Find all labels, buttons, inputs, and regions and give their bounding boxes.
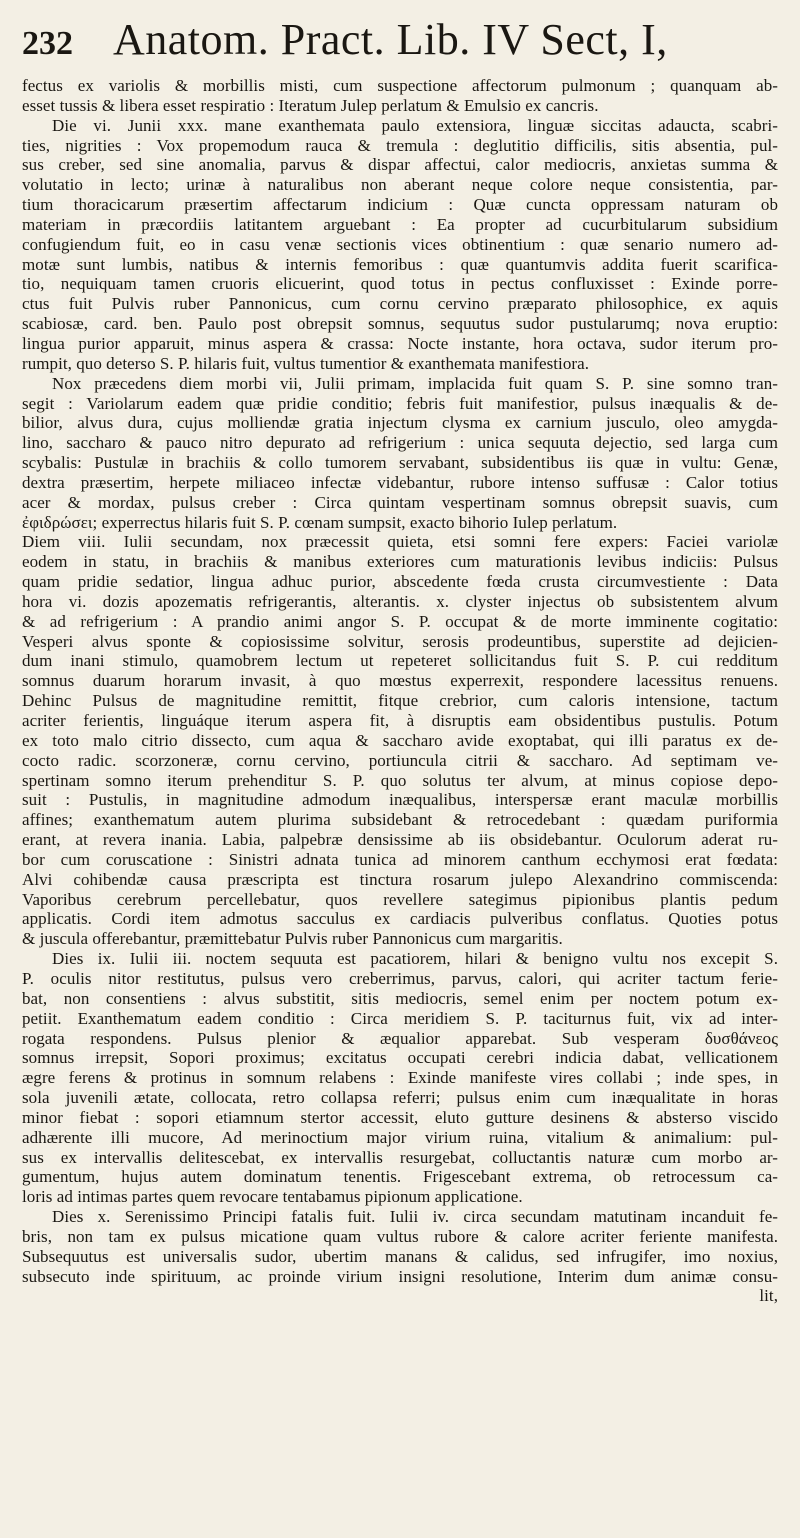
text-line: rogata respondens. Pulsus plenior & æqualior apparebat. Sub vesperam δυσθάνεος: [22, 1028, 778, 1048]
text-line: lino, saccharo & pauco nitro depurato ad refrigerium : unica sequuta dejectio, sed larga cum: [22, 433, 778, 453]
running-title: Anatom. Pract. Lib. IV Sect, I,: [113, 15, 668, 64]
text-line: ex toto malo citrio dissecto, cum aqua & saccharo avide exoptabat, qui illi paratus ex de-: [22, 730, 778, 750]
text-line: ἐφιδρώσει; experrectus hilaris fuit S. P. cœnam sumpsit, exacto bihorio Iulep perlatum.: [22, 512, 618, 532]
text-line: bris, non tam ex pulsus micatione quam vultus rubore & calore acriter feriente manifesta.: [22, 1226, 778, 1246]
text-line: Vesperi alvus sponte & copiosissime solvitur, serosis prodeuntibus, superstite ad dejicien-: [22, 631, 778, 651]
text-line: bor cum coruscatione : Sinistri adnata tunica ad minorem canthum ecchymosi erat fœdata:: [22, 849, 778, 869]
text-line: acer & mordax, pulsus creber : Circa quintam vespertinam somnus obrepsit suavis, cum: [22, 492, 778, 512]
text-line: tio, nequiquam tamen cruoris elicuerint, quod totus in pectus confluxisset : Exinde porre-: [22, 274, 778, 294]
text-line: loris ad intimas partes quem revocare tentabamus pipionum applicatione.: [22, 1187, 523, 1207]
text-line: sus ex intervallis delitescebat, ex intervallis resurgebat, colluctantis naturæ cum morbo ar-: [22, 1147, 778, 1167]
text-line: suit : Pustulis, in magnitudine admodum inæqualibus, interspersæ erant maculæ morbillis: [22, 790, 778, 810]
text-line: dum inani stimulo, quamobrem lectum ut repeteret sollicitandus fuit S. P. cui redditum: [22, 651, 778, 671]
text-line: & ad refrigerium : A prandio animi angor S. P. occupat & de morte imminente cogitatio:: [22, 611, 778, 631]
text-line: fectus ex variolis & morbillis misti, cum suspectione affectorum pulmonum ; quanquam ab-: [22, 76, 778, 95]
text-line: quam pridie sedatior, lingua adhuc purior, abscedente fœda crusta circumvestiente : Data: [22, 572, 778, 592]
text-line: sola juvenili ætate, collocata, retro collapsa referri; pulsus enim cum inæqualitate in horas: [22, 1088, 778, 1108]
text-line: somnus irrepsit, Sopori proximus; excitatus occupati cerebri indicia dabat, vellicationem: [22, 1048, 778, 1068]
body-text: [22, 76, 778, 1306]
text-line: Nox præcedens diem morbi vii, Julii primam, implacida fuit quam S. P. sine somno tran-: [52, 373, 778, 393]
text-line: rumpit, quo deterso S. P. hilaris fuit, vultus tumentior & exanthemata manifestiora.: [22, 353, 589, 373]
text-line: volutatio in lecto; urinæ à naturalibus non aberant neque colore neque consistentia, par-: [22, 175, 778, 195]
text-line: eodem in statu, in brachiis & manibus exteriores cum maturationis levibus indiciis: Pulsus: [22, 552, 778, 572]
text-line: adhærente illi mucore, Ad merinoctium major virium ruina, vitalium & animalium: pul-: [22, 1127, 778, 1147]
text-line: ægre ferens & protinus in somnum relabens : Exinde manifeste vires collabi ; inde spes, in: [22, 1068, 778, 1088]
text-line: subsecuto inde spirituum, ac proinde virium insigni resolutione, Interim dum animæ consu-: [22, 1266, 778, 1286]
text-line: petiit. Exanthematum eadem conditio : Circa meridiem S. P. taciturnus fuit, vix ad inter-: [22, 1008, 778, 1028]
text-line: motæ sunt lumbis, natibus & internis femoribus : quæ quantumvis addita fuerit scarifica-: [22, 254, 778, 274]
text-line: affines; exanthematum autem plurima subsidebant & retrocedebant : quædam puriformia: [22, 810, 778, 830]
text-line: scybalis: Pustulæ in brachiis & collo tumorem servabant, subsidentibus iis quæ in vultu: Genæ,: [22, 453, 778, 473]
text-line: P. oculis nitor restitutus, pulsus vero creberrimus, parvus, calori, qui acriter tactum ferie-: [22, 968, 778, 988]
text-line: minor fiebat : sopori etiamnum stertor accessit, eluto gutture desinens & absterso viscido: [22, 1107, 778, 1127]
text-line: segit : Variolarum eadem quæ pridie conditio; febris fuit manifestior, pulsus inæqualis & de-: [22, 393, 778, 413]
text-line: lingua purior apparuit, minus aspera & crassa: Nocte instante, hora octava, sudor iterum pro-: [22, 333, 778, 353]
text-line: materiam in præcordiis latitantem arguebant : Ea propter ad cucurbitularum subsidium: [22, 214, 778, 234]
text-line: sus creber, sed sine anomalia, parvus & dispar affectui, calor mediocris, anxietas summa &: [22, 155, 778, 175]
text-line: dextra præsertim, herpete miliaceo infectæ videbantur, rubore intenso suffusæ : Calor totius: [22, 472, 778, 492]
text-line: Subsequutus est universalis sudor, ubertim manans & calidus, sed infrugifer, imo noxius,: [22, 1246, 778, 1266]
text-line: Dehinc Pulsus de magnitudine remittit, fitque crebrior, cum caloris intensione, tactum: [22, 691, 778, 711]
text-line: cocto radic. scorzoneræ, cornu cervino, portiuncula citrii & saccharo. Ad septimam ve-: [22, 750, 778, 770]
text-line: scabiosæ, card. ben. Paulo post obrepsit somnus, sequutus sudor pustularumq; nova eruptio:: [22, 314, 778, 334]
page-number: 232: [22, 25, 73, 62]
text-line: ties, nigrities : Vox propemodum rauca & tremula : deglutitio difficilis, sitis absentia, pul-: [22, 135, 778, 155]
text-line: Dies ix. Iulii iii. noctem sequuta est pacatiorem, hilari & benigno vultu nos excepit S.: [52, 949, 778, 969]
text-line: esset tussis & libera esset respiratio : Iteratum Julep perlatum & Emulsio ex cancris.: [22, 95, 599, 115]
text-line: applicatis. Cordi item admotus sacculus ex cardiacis pulveribus conflatus. Quoties potus: [22, 909, 778, 929]
text-line: bilior, alvus dura, cujus molliendæ gratia injectum clysma ex carnium jusculo, oleo amygda-: [22, 413, 778, 433]
text-line: & juscula offerebantur, præmittebatur Pulvis ruber Pannonicus cum margaritis.: [22, 929, 563, 949]
text-line: bat, non consentiens : alvus substitit, sitis mediocris, semel enim per noctem potum ex-: [22, 988, 778, 1008]
text-line: Vaporibus cerebrum percellebatur, quos revellere sategimus pipionibus plantis pedum: [22, 889, 778, 909]
text-line: Dies x. Serenissimo Principi fatalis fuit. Iulii iv. circa secundam matutinam incanduit fe-: [52, 1207, 778, 1227]
text-line: gumentum, hujus autem dominatum tenentis. Frigescebant extrema, ob retrocessum ca-: [22, 1167, 778, 1187]
text-line: confugiendum fuit, eo in casu venæ sectionis vices obtinentium : quæ senario numero ad-: [22, 234, 778, 254]
text-line: somnus duarum horarum invasit, à quo mœstus experrexit, respondere lacessitus renuens.: [22, 671, 778, 691]
text-line: erant, at revera inania. Labia, palpebræ densissime ab iis obsidebantur. Oculorum aderat ru-: [22, 830, 778, 850]
running-head: [22, 14, 778, 76]
text-line: hora vi. dozis apozematis refrigerantis, alterantis. x. clyster injectus ob subsistentem alvum: [22, 591, 778, 611]
text-line: acriter ferientis, linguáque iterum aspera fit, à disruptis eam obsidentibus pustulis. Potum: [22, 711, 778, 730]
text-line: spertinam somno iterum prehenditur S. P. quo solutus ter alvum, at minus copiose depo-: [22, 770, 778, 790]
text-line: Die vi. Junii xxx. mane exanthemata paulo extensiora, linguæ siccitas adaucta, scabri-: [52, 115, 778, 135]
text-line: Diem viii. Iulii secundam, nox præcessit quieta, etsi somni fere expers: Faciei variolæ: [22, 532, 778, 552]
text-line: ctus fuit Pulvis ruber Pannonicus, cum cornu cervino præparato philosophice, ex aquis: [22, 294, 778, 314]
text-line: Alvi cohibendæ causa præscripta est tinctura rosarum julepo Alexandrino commiscenda:: [22, 869, 778, 889]
text-line: lit,: [759, 1286, 778, 1306]
text-line: tium thoracicarum præsertim affectarum indicium : Quæ cuncta oppressam naturam ob: [22, 195, 778, 215]
